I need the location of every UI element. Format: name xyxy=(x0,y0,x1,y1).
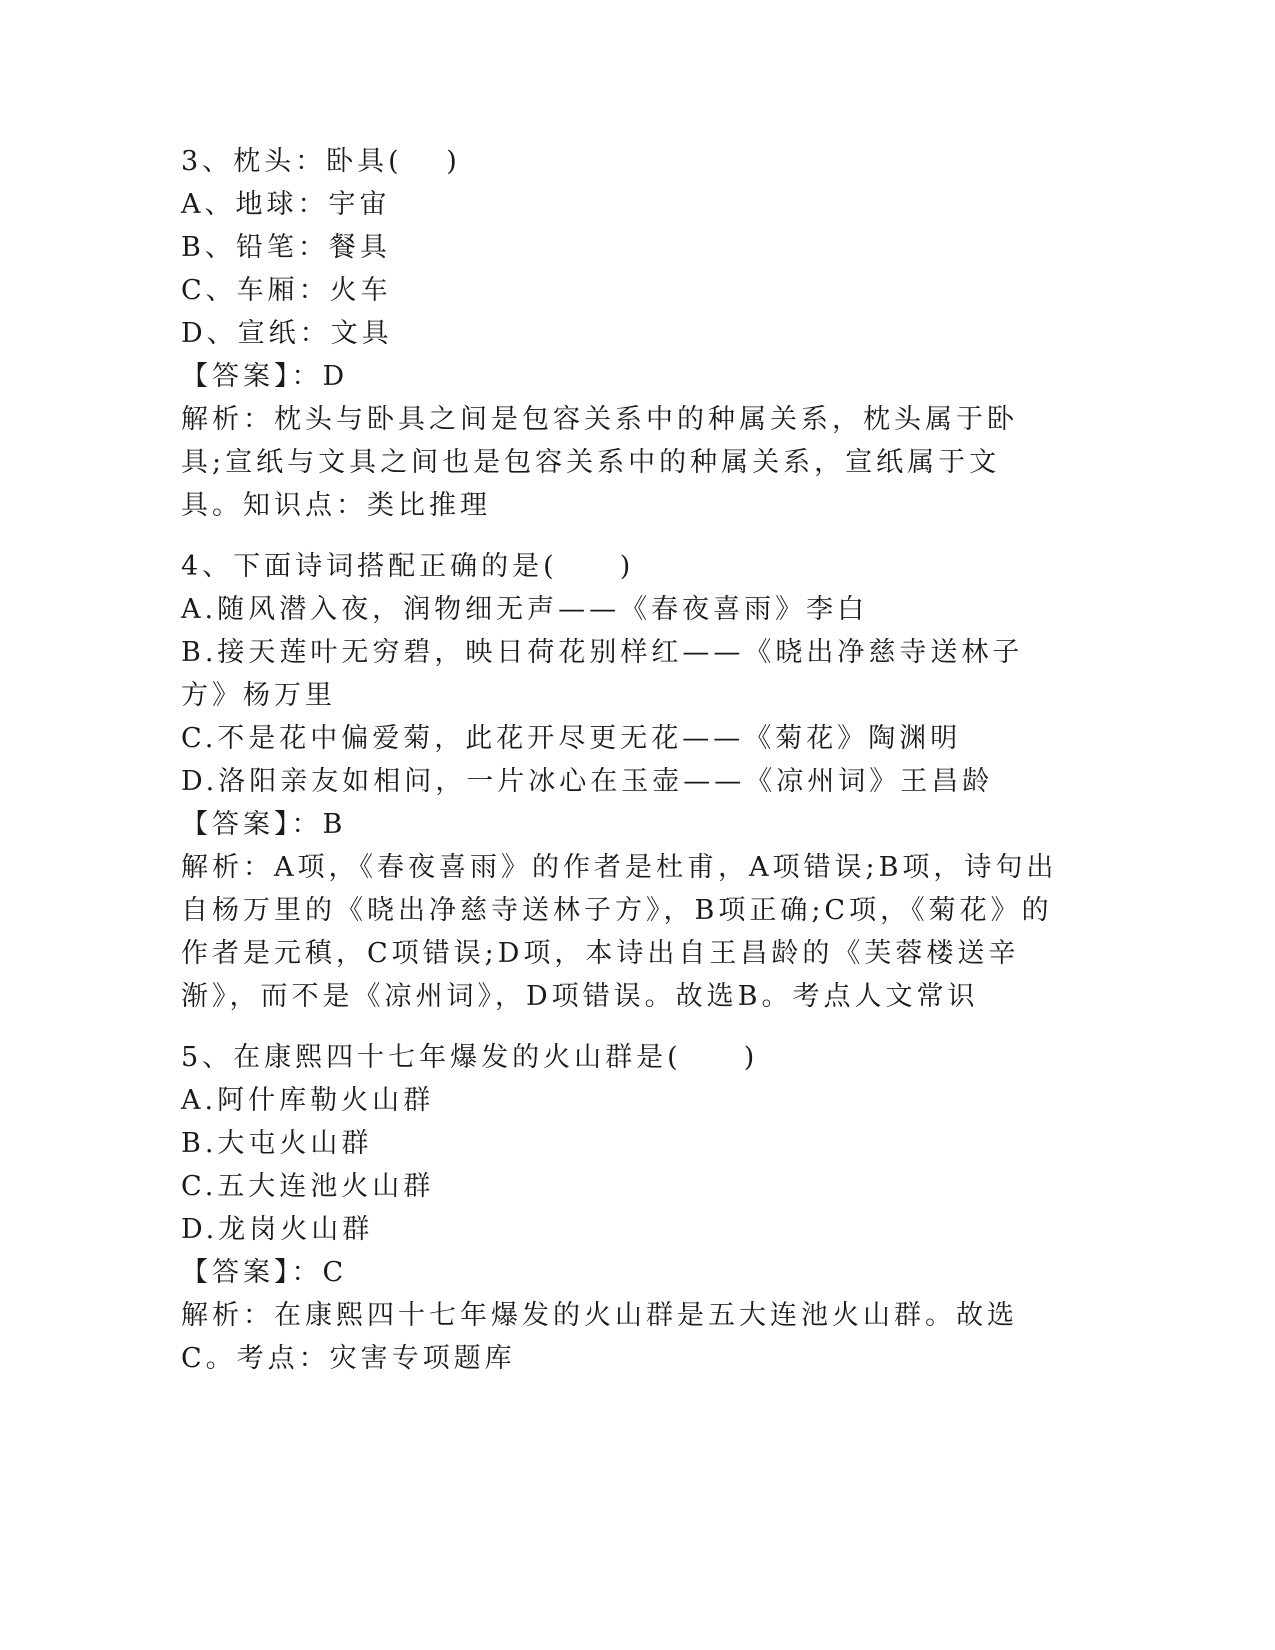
option-d: D、宣纸：文具 xyxy=(181,318,393,349)
option-b: B.大屯火山群 xyxy=(181,1128,373,1159)
option-a: A.阿什库勒火山群 xyxy=(181,1085,435,1116)
option-c: C.五大连池火山群 xyxy=(181,1171,435,1202)
option-c: C.不是花中偏爱菊，此花开尽更无花——《菊花》陶渊明 xyxy=(181,723,962,754)
question-stem: 5、在康熙四十七年爆发的火山群是( ) xyxy=(181,1042,759,1073)
document-page xyxy=(181,140,1081,1398)
option-a: A.随风潜入夜，润物细无声——《春夜喜雨》李白 xyxy=(181,594,869,625)
answer: 【答案】：B xyxy=(181,809,347,840)
explanation: 解析：在康熙四十七年爆发的火山群是五大连池火山群。故选C。考点：灾害专项题库 xyxy=(181,1300,1018,1374)
answer: 【答案】：C xyxy=(181,1257,348,1288)
question-5 xyxy=(181,1036,1081,1380)
option-a: A、地球：宇宙 xyxy=(181,189,391,220)
option-d: D.龙岗火山群 xyxy=(181,1214,374,1245)
option-c: C、车厢：火车 xyxy=(181,275,392,306)
option-b: B.接天莲叶无穷碧，映日荷花别样红——《晓出净慈寺送林子方》杨万里 xyxy=(181,637,1024,711)
question-stem: 4、下面诗词搭配正确的是( ) xyxy=(181,551,635,582)
question-4 xyxy=(181,545,1081,1018)
question-stem: 3、枕头：卧具( ) xyxy=(181,146,461,177)
option-b: B、铅笔：餐具 xyxy=(181,232,391,263)
explanation: 解析：枕头与卧具之间是包容关系中的种属关系，枕头属于卧具;宣纸与文具之间也是包容关系中的种属关系，宣纸属于文具。知识点：类比推理 xyxy=(181,404,1018,521)
question-3 xyxy=(181,140,1081,527)
explanation: 解析：A项，《春夜喜雨》的作者是杜甫，A项错误;B项，诗句出自杨万里的《晓出净慈寺送林子方》，B项正确;C项，《菊花》的作者是元稹，C项错误;D项，本诗出自王昌龄的《芙蓉楼送辛渐》，而不是《凉州词》，D项错误。故选B。考点人文常识 xyxy=(181,852,1058,1012)
answer: 【答案】：D xyxy=(181,361,349,392)
option-d: D.洛阳亲友如相问，一片冰心在玉壶——《凉州词》王昌龄 xyxy=(181,766,994,797)
